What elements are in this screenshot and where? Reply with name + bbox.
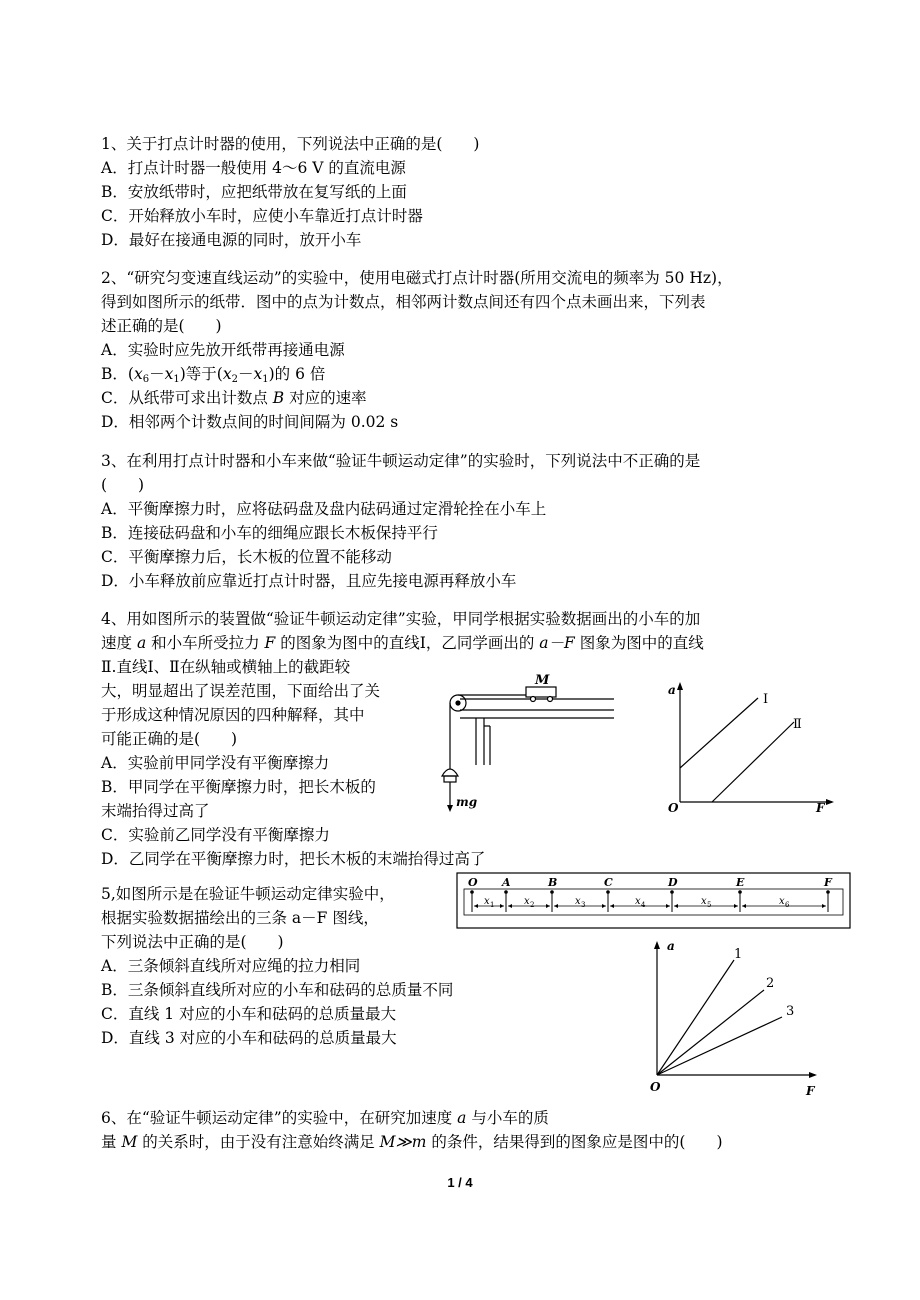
svg-text:2: 2 [766, 976, 775, 991]
apparatus-force-label: mg [456, 795, 478, 809]
tape-dot [550, 890, 554, 894]
q5-stem-line3: 下列说法中正确的是( ) [101, 933, 284, 951]
svg-text:a: a [667, 939, 675, 953]
tape-gap-label: x [575, 896, 581, 907]
q1-option-b: B．安放纸带时，应把纸带放在复写纸的上面 [101, 183, 407, 201]
svg-text:F: F [806, 1084, 815, 1098]
tape-gap-subscript: 2 [530, 901, 535, 909]
q3-option-c: C．平衡摩擦力后，长木板的位置不能移动 [101, 548, 392, 566]
q1-stem: 1、关于打点计时器的使用，下列说法中正确的是( ) [101, 135, 480, 153]
q3-option-b: B．连接砝码盘和小车的细绳应跟长木板保持平行 [101, 524, 438, 542]
tape-gap-subscript: 3 [581, 901, 586, 909]
tape-point-label: D [668, 876, 678, 889]
q4-stem-line2: 速度 a 和小车所受拉力 F 的图象为图中的直线Ⅰ，乙同学画出的 a－F 图象为图中的直线 [101, 634, 704, 652]
q4-option-c: C．实验前乙同学没有平衡摩擦力 [101, 826, 330, 844]
q5-stem-line1: 5,如图所示是在验证牛顿运动定律实验中， [101, 885, 395, 903]
q5-option-b: B．三条倾斜直线所对应的小车和砝码的总质量不同 [101, 981, 454, 999]
tape-gap-subscript: 1 [490, 901, 495, 909]
tape-dot [504, 890, 508, 894]
q2-stem-line2: 得到如图所示的纸带．图中的点为计数点，相邻两计数点间还有四个点未画出来，下列表 [101, 293, 706, 311]
svg-text:1: 1 [734, 947, 743, 962]
tape-point-label: C [604, 876, 613, 889]
q4-stem-line4: 大，明显超出了误差范围，下面给出了关 [101, 682, 381, 700]
q4-option-b-line2: 末端抬得过高了 [101, 802, 210, 820]
svg-text:O: O [650, 1080, 661, 1094]
tape-gap-label: x [701, 896, 707, 907]
svg-text:a: a [668, 683, 676, 697]
tape-point-label: E [736, 876, 745, 889]
q4-graph [660, 676, 840, 816]
page-number: 1 / 4 [447, 1175, 473, 1190]
q4-apparatus-figure [430, 670, 630, 820]
q1-option-c: C．开始释放小车时，应使小车靠近打点计时器 [101, 207, 423, 225]
svg-text:O: O [668, 801, 679, 815]
q3-stem-line2: ( ) [101, 476, 145, 494]
q5-graph [640, 935, 830, 1100]
tape-dot [738, 890, 742, 894]
q4-stem-line5: 于形成这种情况原因的四种解释，其中 [101, 706, 365, 724]
q1-option-a: A．打点计时器一般使用 4～6 V 的直流电源 [101, 159, 406, 177]
paper-tape-figure [456, 872, 852, 930]
tape-dot [670, 890, 674, 894]
line-II [712, 722, 794, 802]
q2-stem-line3: 述正确的是( ) [101, 317, 222, 335]
tape-point-label: B [548, 876, 558, 889]
tape-gap-subscript: 5 [707, 901, 712, 909]
q4-option-b-line1: B．甲同学在平衡摩擦力时，把长木板的 [101, 778, 376, 796]
q5-option-a: A．三条倾斜直线所对应绳的拉力相同 [101, 957, 361, 975]
q3-option-a: A．平衡摩擦力时，应将砝码盘及盘内砝码通过定滑轮拴在小车上 [101, 500, 547, 518]
apparatus-mass-label: M [535, 673, 550, 688]
tape-gap-label: x [635, 896, 641, 907]
tape-gap-label: x [779, 896, 785, 907]
tape-point-label: A [502, 876, 511, 889]
q6-stem-line2: 量 M 的关系时，由于没有注意始终满足 M≫m 的条件，结果得到的图象应是图中的( ) [101, 1133, 723, 1151]
q2-option-c: C．从纸带可求出计数点 B 对应的速率 [101, 389, 367, 407]
q2-option-b: B．$(x_6-x_1)$等于$(x_2-x_1)$的 6 倍 [101, 365, 326, 385]
q4-stem-line1: 4、用如图所示的装置做“验证牛顿运动定律”实验，甲同学根据实验数据画出的小车的加 [101, 610, 701, 628]
q2-option-d: D．相邻两个计数点间的时间间隔为 0.02 s [101, 413, 399, 431]
svg-text:3: 3 [786, 1004, 795, 1019]
tape-dot [606, 890, 610, 894]
svg-text:Ⅱ: Ⅱ [793, 717, 802, 732]
q4-option-d: D．乙同学在平衡摩擦力时，把长木板的末端抬得过高了 [101, 850, 486, 868]
svg-text:Ⅰ: Ⅰ [763, 692, 769, 707]
q6-stem-line1: 6、在“验证牛顿运动定律”的实验中，在研究加速度 a 与小车的质 [101, 1109, 549, 1127]
tape-dot [826, 890, 830, 894]
q5-stem-line2: 根据实验数据描绘出的三条 a－F 图线， [101, 909, 379, 927]
q5-option-c: C．直线 1 对应的小车和砝码的总质量最大 [101, 1005, 397, 1023]
tape-gap-label: x [484, 896, 490, 907]
q4-option-a: A．实验前甲同学没有平衡摩擦力 [101, 754, 330, 772]
tape-gap-subscript: 6 [785, 901, 790, 909]
q2-stem-line1: 2、“研究匀变速直线运动”的实验中，使用电磁式打点计时器(所用交流电的频率为 50 Hz)， [101, 269, 733, 287]
q4-stem-line6: 可能正确的是( ) [101, 730, 238, 748]
svg-text:F: F [816, 801, 825, 815]
tape-gap-label: x [524, 896, 530, 907]
tape-gap-subscript: 4 [641, 901, 646, 909]
q3-stem-line1: 3、在利用打点计时器和小车来做“验证牛顿运动定律”的实验时，下列说法中不正确的是 [101, 452, 701, 470]
line-I [680, 698, 758, 768]
q1-option-d: D．最好在接通电源的同时，放开小车 [101, 231, 362, 249]
q5-option-d: D．直线 3 对应的小车和砝码的总质量最大 [101, 1029, 397, 1047]
tape-dot [470, 890, 474, 894]
q2-option-a: A．实验时应先放开纸带再接通电源 [101, 341, 345, 359]
tape-point-label: O [468, 876, 478, 889]
q3-option-d: D．小车释放前应靠近打点计时器，且应先接电源再释放小车 [101, 572, 517, 590]
tape-point-label: F [824, 876, 832, 889]
q4-stem-line3: Ⅱ.直线Ⅰ、Ⅱ在纵轴或横轴上的截距较 [101, 658, 351, 676]
